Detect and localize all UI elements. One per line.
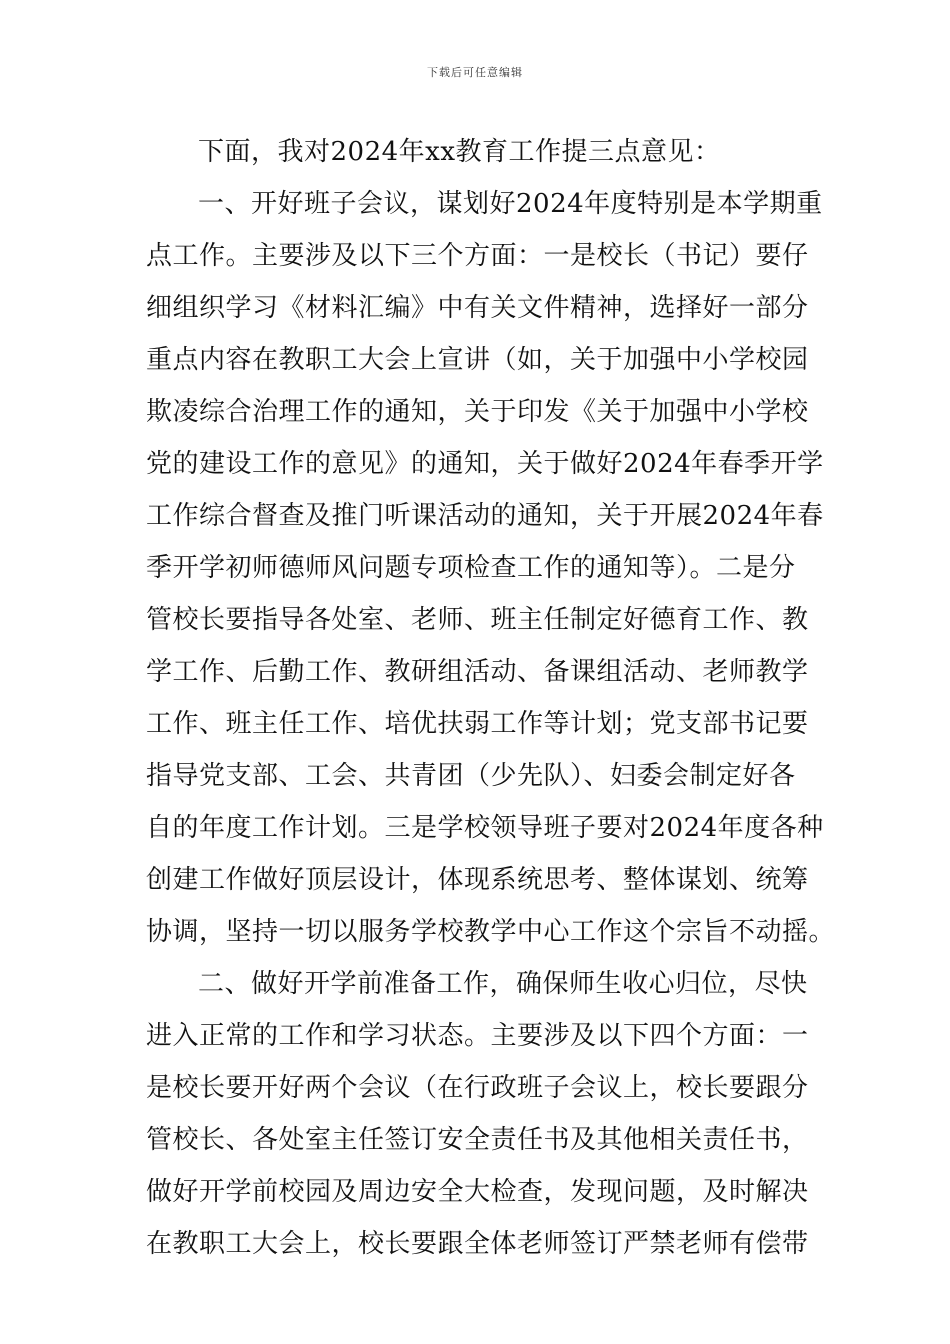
paragraph-line: 季开学初师德师风问题专项检查工作的通知等）。二是分 xyxy=(146,553,796,583)
page-header-note: 下载后可任意编辑 xyxy=(427,66,523,79)
paragraph-line: 学工作、后勤工作、教研组活动、备课组活动、老师教学 xyxy=(146,657,809,687)
paragraph-line: 二、做好开学前准备工作，确保师生收心归位，尽快 xyxy=(198,969,808,999)
paragraph-line: 进入正常的工作和学习状态。主要涉及以下四个方面：一 xyxy=(146,1021,809,1051)
paragraph-line: 管校长、各处室主任签订安全责任书及其他相关责任书， xyxy=(146,1125,809,1155)
paragraph-line: 指导党支部、工会、共青团（少先队）、妇委会制定好各 xyxy=(146,761,796,791)
paragraph-line: 党的建设工作的意见》的通知，关于做好2024年春季开学 xyxy=(146,449,824,479)
paragraph-line: 重点内容在教职工大会上宣讲（如，关于加强中小学校园 xyxy=(146,345,809,375)
paragraph-line: 细组织学习《材料汇编》中有关文件精神，选择好一部分 xyxy=(146,293,809,323)
document-body xyxy=(146,126,836,1270)
paragraph-line: 下面，我对2024年xx教育工作提三点意见： xyxy=(198,137,721,167)
paragraph-line: 创建工作做好顶层设计，体现系统思考、整体谋划、统筹 xyxy=(146,865,809,895)
paragraph-line: 工作、班主任工作、培优扶弱工作等计划；党支部书记要 xyxy=(146,709,809,739)
paragraph-line: 在教职工大会上，校长要跟全体老师签订严禁老师有偿带 xyxy=(146,1229,809,1259)
paragraph-line: 自的年度工作计划。三是学校领导班子要对2024年度各种 xyxy=(146,813,824,843)
paragraph-line: 协调，坚持一切以服务学校教学中心工作这个宗旨不动摇。 xyxy=(146,917,836,947)
paragraph-line: 工作综合督查及推门听课活动的通知，关于开展2024年春 xyxy=(146,501,824,531)
paragraph-line: 欺凌综合治理工作的通知，关于印发《关于加强中小学校 xyxy=(146,397,809,427)
paragraph-line: 一、开好班子会议，谋划好2024年度特别是本学期重 xyxy=(198,189,823,219)
paragraph-line: 是校长要开好两个会议（在行政班子会议上，校长要跟分 xyxy=(146,1073,809,1103)
paragraph-line: 管校长要指导各处室、老师、班主任制定好德育工作、教 xyxy=(146,605,809,635)
paragraph-line: 做好开学前校园及周边安全大检查，发现问题，及时解决 xyxy=(146,1177,809,1207)
paragraph-line: 点工作。主要涉及以下三个方面：一是校长（书记）要仔 xyxy=(146,241,809,271)
